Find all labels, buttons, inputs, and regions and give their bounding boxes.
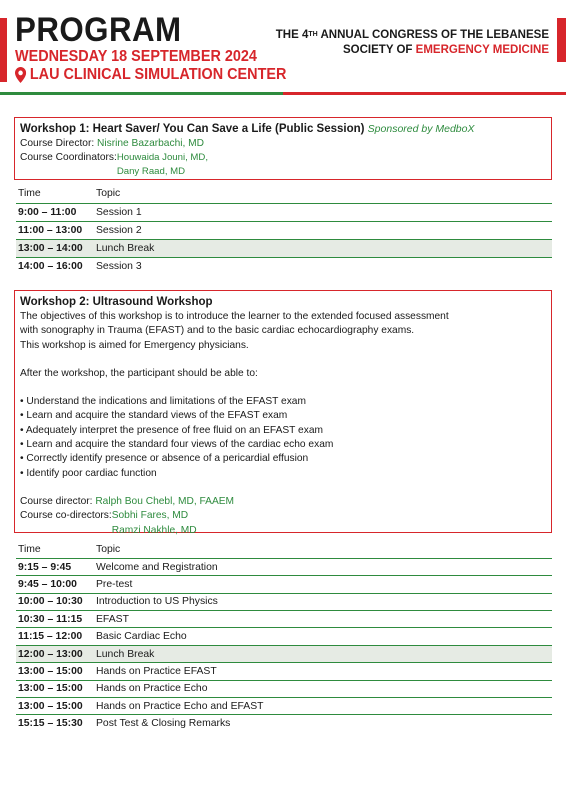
time-cell: 10:00 – 10:30 xyxy=(16,593,94,610)
codirector-name: Sobhi Fares, MD xyxy=(111,510,189,522)
objective-item: • Learn and acquire the standard four views of the cardiac echo exam xyxy=(20,438,546,452)
workshop2-title: Workshop 2: Ultrasound Workshop xyxy=(20,296,213,308)
table-row xyxy=(16,611,552,628)
page-title: PROGRAM xyxy=(15,11,182,49)
objective-item: • Identify poor cardiac function xyxy=(20,467,546,481)
table-row xyxy=(16,715,552,732)
topic-cell: Hands on Practice Echo and EFAST xyxy=(94,698,552,715)
time-cell: 11:15 – 12:00 xyxy=(16,628,94,645)
topic-cell: Lunch Break xyxy=(94,645,552,662)
right-accent-bar xyxy=(557,18,566,62)
workshop2-after: After the workshop, the participant should be able to: xyxy=(20,367,258,379)
congress-line2-pre: SOCIETY OF xyxy=(343,44,416,56)
topic-header: Topic xyxy=(94,185,552,203)
objective-item: • Understand the indications and limitations of the EFAST exam xyxy=(20,395,546,409)
table-row xyxy=(16,680,552,697)
codirector-name: Ramzi Nakhle, MD xyxy=(111,524,197,536)
workshop2-intro-line: The objectives of this workshop is to introduce the learner to the extended focused assessment xyxy=(20,311,449,322)
workshop2-intro-line: This workshop is aimed for Emergency physicians. xyxy=(20,339,249,351)
coordinator-name: Houwaida Jouni, MD, xyxy=(116,152,209,164)
workshop2-box xyxy=(14,290,552,536)
topic-cell: Basic Cardiac Echo xyxy=(94,628,552,645)
table-row xyxy=(16,698,552,715)
topic-cell: Welcome and Registration xyxy=(94,558,552,575)
workshop2-director-line xyxy=(20,495,546,509)
objective-item: • Adequately interpret the presence of free fluid on an EFAST exam xyxy=(20,424,546,438)
objectives-list xyxy=(20,395,546,481)
workshop1-sponsor: Sponsored by MedboX xyxy=(367,123,475,135)
time-cell: 9:00 – 11:00 xyxy=(16,203,94,221)
congress-line1-pre: THE 4 xyxy=(275,29,309,41)
table-row xyxy=(16,576,552,593)
table-row xyxy=(16,645,552,662)
table-row xyxy=(16,628,552,645)
congress-line1-post: ANNUAL CONGRESS OF THE LEBANESE xyxy=(317,29,549,41)
table-row xyxy=(16,203,552,221)
topic-cell: Session 3 xyxy=(96,260,142,272)
table-row xyxy=(16,663,552,680)
topic-cell: Session 2 xyxy=(94,221,552,239)
table-row xyxy=(16,558,552,575)
flag-divider xyxy=(0,92,566,95)
time-cell: 10:30 – 11:15 xyxy=(16,611,94,628)
workshop2-schedule xyxy=(16,541,552,732)
congress-line1-sup: TH xyxy=(308,31,318,38)
workshop1-director-line xyxy=(20,137,546,151)
objective-item: • Correctly identify presence or absence of a pericardial effusion xyxy=(20,452,546,466)
time-cell: 14:00 – 16:00 xyxy=(18,260,83,272)
time-cell: 9:15 – 9:45 xyxy=(16,558,94,575)
table-header-row xyxy=(16,541,552,558)
table-row xyxy=(16,257,552,275)
topic-cell: Pre-test xyxy=(94,576,552,593)
time-cell: 9:45 – 10:00 xyxy=(16,576,94,593)
congress-title xyxy=(276,28,549,58)
objective-item: • Learn and acquire the standard views of the EFAST exam xyxy=(20,409,546,423)
venue-label: LAU CLINICAL SIMULATION CENTER xyxy=(29,66,287,84)
coordinators-label: Course Coordinators: xyxy=(20,152,117,164)
workshop2-codirectors xyxy=(20,509,546,538)
time-cell: 15:15 – 15:30 xyxy=(18,718,83,730)
time-cell: 13:00 – 14:00 xyxy=(16,239,94,257)
time-cell: 12:00 – 13:00 xyxy=(16,645,94,662)
workshop1-schedule xyxy=(16,185,552,275)
topic-cell: EFAST xyxy=(94,611,552,628)
topic-cell: Lunch Break xyxy=(94,239,552,257)
congress-line2-em: EMERGENCY MEDICINE xyxy=(415,44,549,56)
codirectors-label: Course co-directors: xyxy=(20,510,112,522)
table-header-row xyxy=(16,185,552,203)
director-name: Ralph Bou Chebl, MD, FAAEM xyxy=(95,495,235,507)
event-date: WEDNESDAY 18 SEPTEMBER 2024 xyxy=(15,48,257,65)
workshop2-intro-line: with sonography in Trauma (EFAST) and to the basic cardiac echocardiography exams. xyxy=(20,325,415,337)
topic-cell: Hands on Practice Echo xyxy=(94,680,552,697)
topic-header: Topic xyxy=(94,541,552,558)
director-label: Course Director: xyxy=(20,138,97,149)
left-accent-bar xyxy=(0,18,7,82)
time-cell: 13:00 – 15:00 xyxy=(16,698,94,715)
topic-cell: Hands on Practice EFAST xyxy=(94,663,552,680)
table-row xyxy=(16,221,552,239)
topic-cell: Post Test & Closing Remarks xyxy=(96,718,231,730)
time-cell: 11:00 – 13:00 xyxy=(16,221,94,239)
workshop1-coordinators xyxy=(20,151,546,179)
topic-cell: Introduction to US Physics xyxy=(94,593,552,610)
table-row xyxy=(16,239,552,257)
director-name: Nisrine Bazarbachi, MD xyxy=(97,138,205,149)
workshop1-title-line xyxy=(20,122,546,137)
time-header: Time xyxy=(16,185,94,203)
topic-cell: Session 1 xyxy=(94,203,552,221)
workshop1-title: Workshop 1: Heart Saver/ You Can Save a Life (Public Session) xyxy=(20,123,365,135)
table-row xyxy=(16,593,552,610)
time-cell: 13:00 – 15:00 xyxy=(16,663,94,680)
director-label: Course director: xyxy=(20,495,96,507)
time-header: Time xyxy=(16,541,94,558)
time-cell: 13:00 – 15:00 xyxy=(16,680,94,697)
location-pin-icon xyxy=(15,67,26,83)
event-venue xyxy=(15,67,286,83)
coordinator-name: Dany Raad, MD xyxy=(116,166,186,178)
workshop1-box xyxy=(14,117,552,180)
